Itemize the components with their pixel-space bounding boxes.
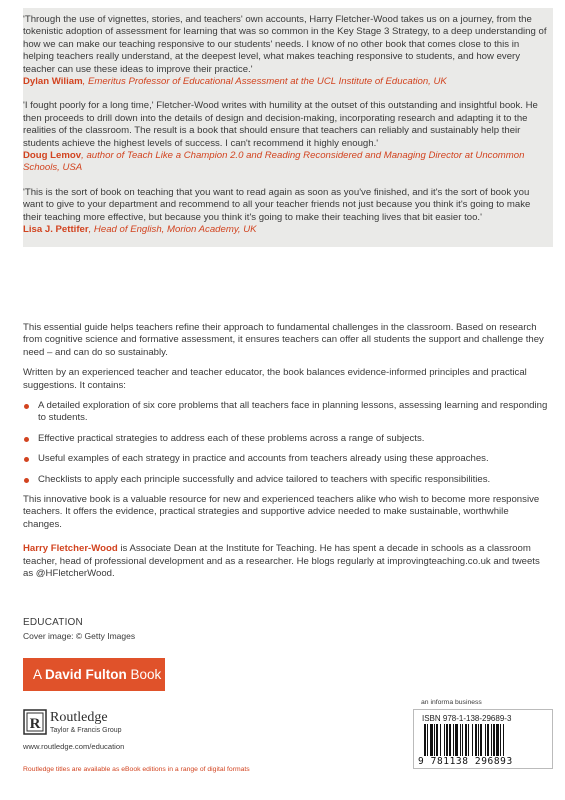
ebook-note: Routledge titles are available as eBook editions in a range of digital formats xyxy=(23,766,250,773)
quote-author-role: , Head of English, Morion Academy, UK xyxy=(88,224,257,236)
quote-text: 'I fought poorly for a long time,' Fletcher-Wood writes with humility at the outset of this outstanding and insightful book. He then proceeds to drill down into the details of design and decision-making, incorporating research and adapting it to the realities of the classroom. The result is a book that should ensure that teachers can reliably and sustainably help their students achieve the highest levels of success. I can't recommend it highly enough.' xyxy=(23,100,538,149)
subject-category: EDUCATION xyxy=(23,617,83,628)
isbn-barcode-icon xyxy=(422,724,546,756)
quote-author: Dylan Wiliam xyxy=(23,76,83,88)
svg-text:R: R xyxy=(29,716,41,732)
bullet-icon xyxy=(24,478,29,483)
list-item xyxy=(23,400,548,425)
imprint-prefix: A xyxy=(33,667,46,682)
routledge-logo-icon xyxy=(23,709,47,735)
list-item xyxy=(23,453,548,465)
quote-attribution xyxy=(23,150,547,175)
cover-image-credit: Cover image: © Getty Images xyxy=(23,631,136,641)
author-name: Harry Fletcher-Wood xyxy=(23,543,118,555)
author-bio-text: is Associate Dean at the Institute for Teaching. He has spent a decade in schools as a classroom teacher, head of professional development and as a researcher. He blogs regularly at improvingteaching.co.uk and tweets as @HFletcherWood. xyxy=(23,543,540,580)
quote-text: 'This is the sort of book on teaching that you want to read again as soon as you've finished, and it's the sort of book you want to give to your department and recommend to all your teacher friends not just because you think it's going to make their teaching more effective, but because you think it's going to make their teaching lives that bit easier too.' xyxy=(23,186,531,223)
quote-author-role: , Emeritus Professor of Educational Assessment at the UCL Institute of Education, UK xyxy=(82,76,447,88)
imprint-suffix: Book xyxy=(126,667,162,682)
imprint-name: David Fulton xyxy=(45,667,127,682)
list-item-text: Effective practical strategies to address each of these problems across a range of subjects. xyxy=(38,432,425,444)
informa-label: an informa business xyxy=(421,699,482,706)
list-item-text: Useful examples of each strategy in practice and accounts from teachers already using these approaches. xyxy=(38,453,489,465)
intro-paragraph: This essential guide helps teachers refine their approach to fundamental challenges in the classroom. Based on research from cognitive science and formative assessment, it ensures teachers can offer all students the support and challenge they need – and can do so sustainably. xyxy=(23,322,544,358)
endorsement-quote xyxy=(23,14,553,88)
quote-attribution xyxy=(23,76,547,88)
book-description xyxy=(23,322,548,589)
publisher-url: www.routledge.com/education xyxy=(23,742,125,751)
endorsement-panel xyxy=(23,8,553,247)
endorsement-quote xyxy=(23,187,553,237)
quote-author: Doug Lemov xyxy=(23,150,82,162)
list-item xyxy=(23,433,548,445)
quote-attribution xyxy=(23,224,547,236)
barcode-panel xyxy=(413,709,553,769)
quote-text: 'Through the use of vignettes, stories, and teachers' own accounts, Harry Fletcher-Wood takes us on a journey, from the tokenistic adoption of assessment for learning that was so common in the Key Stage 3 Strategy, to a deep understanding of how we can make our teaching responsive to our students' needs. I know of no other book that comes close to this in helping teachers really understand, at the deepest level, what makes teaching responsive to students, and how every teacher can use these ideas to improve their practice.' xyxy=(23,14,547,75)
closing-paragraph: This innovative book is a valuable resource for new and experienced teachers alike who wish to become more responsive teachers. It offers the evidence, practical strategies and supportive advice needed to make sustainable, worthwhile changes. xyxy=(23,494,540,530)
isbn-label: ISBN 978-1-138-29689-3 xyxy=(422,714,512,723)
bullet-icon xyxy=(24,404,29,409)
imprint-banner xyxy=(23,658,165,691)
list-item-text: Checklists to apply each principle successfully and advice tailored to teachers with specific responsibilities. xyxy=(38,473,491,485)
contains-paragraph: Written by an experienced teacher and teacher educator, the book balances evidence-informed principles and practical suggestions. It contains: xyxy=(23,367,527,391)
list-item xyxy=(23,474,548,486)
list-item-text: A detailed exploration of six core problems that all teachers face in planning lessons, assessing learning and responding to students. xyxy=(38,400,548,424)
barcode-digits: 9 781138 296893 xyxy=(418,756,513,767)
bullet-icon xyxy=(24,437,29,442)
author-bio xyxy=(23,543,548,580)
contents-list xyxy=(23,400,548,486)
bullet-icon xyxy=(24,457,29,462)
publisher-group: Taylor & Francis Group xyxy=(50,727,122,734)
quote-author: Lisa J. Pettifer xyxy=(23,224,89,236)
publisher-name: Routledge xyxy=(50,710,108,725)
endorsement-quote xyxy=(23,100,553,174)
quote-author-role: , author of Teach Like a Champion 2.0 and Reading Reconsidered and Managing Director at Uncommon Schools, USA xyxy=(23,150,525,174)
